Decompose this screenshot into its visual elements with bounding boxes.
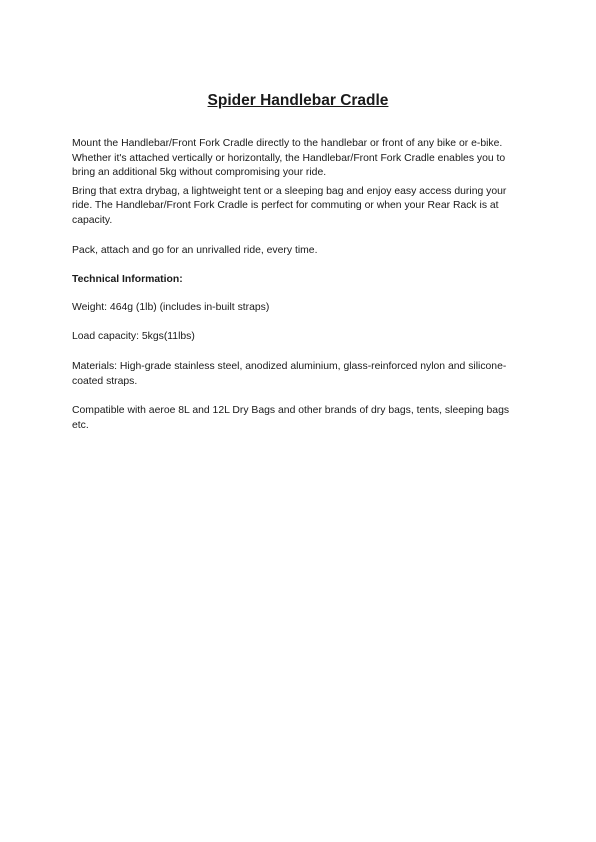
materials-spec: Materials: High-grade stainless steel, anodized aluminium, glass-reinforced nylon and silicone-coated straps.	[72, 360, 507, 387]
document-title: Spider Handlebar Cradle	[207, 92, 389, 109]
compatibility-spec: Compatible with aeroe 8L and 12L Dry Bags and other brands of dry bags, tents, sleeping bags etc.	[72, 405, 510, 431]
technical-heading: Technical Information:	[72, 274, 183, 286]
intro-paragraph: Mount the Handlebar/Front Fork Cradle directly to the handlebar or front of any bike or e-bike. Whether it's attached vertically or horizontally, the Handlebar/Front Fork Cradle enables you to bring an additional 5kg without compromising your ride.	[72, 138, 506, 179]
pack-paragraph: Pack, attach and go for an unrivalled ride, every time.	[72, 244, 318, 256]
weight-spec: Weight: 464g (1lb) (includes in-built straps)	[72, 301, 270, 313]
document-body	[72, 137, 524, 433]
bring-paragraph: Bring that extra drybag, a lightweight tent or a sleeping bag and enjoy easy access during your ride. The Handlebar/Front Fork Cradle is perfect for commuting or when your Rear Rack is at capacity.	[72, 185, 507, 226]
load-capacity-spec: Load capacity: 5kgs(11lbs)	[72, 331, 195, 343]
